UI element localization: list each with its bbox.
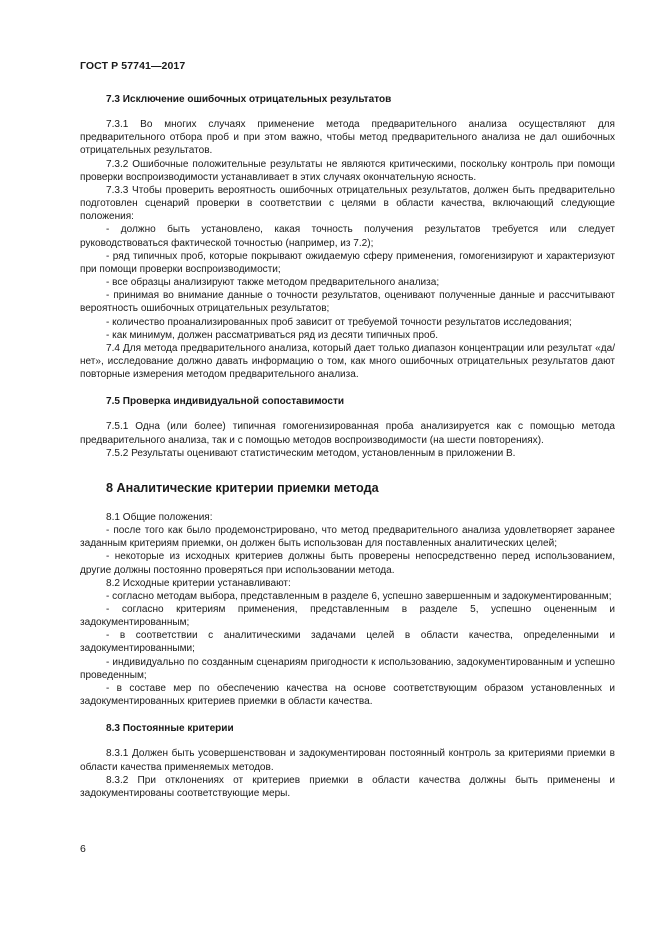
paragraph: 8.3.2 При отклонениях от критериев приемки в области качества должны быть применены и задокументированы соответствующие меры. (80, 774, 615, 799)
page-number: 6 (80, 843, 86, 855)
page-body (80, 93, 615, 800)
paragraph: 7.5.2 Результаты оценивают статистическим методом, установленным в приложении В. (106, 447, 516, 459)
section-heading-7-3: 7.3 Исключение ошибочных отрицательных результатов (106, 94, 392, 105)
list-item: - принимая во внимание данные о точности результатов, оценивают полученные данные и рассчитывают вероятность ошибочных отрицательных результатов; (80, 290, 615, 315)
section-heading-8-3: 8.3 Постоянные критерии (106, 723, 234, 735)
list-item: - согласно методам выбора, представленным в разделе 6, успешно завершенным и задокументированным; (106, 590, 612, 602)
paragraph: 7.5.1 Одна (или более) типичная гомогенизированная проба анализируется как с помощью метода предварительного анализа, так и с помощью методов воспроизводимости (на шести повторениях). (80, 421, 615, 446)
list-item: - некоторые из исходных критериев должны быть проверены непосредственно перед использованием, другие должны постоянно проверяться при использовании метода. (80, 551, 615, 576)
list-item: - количество проанализированных проб зависит от требуемой точности результатов исследования; (106, 316, 572, 328)
list-item: - после того как было продемонстрировано, что метод предварительного анализа удовлетворяет заранее заданным критериям приемки, он должен быть использован для поставленных аналитических целей; (80, 525, 615, 550)
paragraph: 7.3.2 Ошибочные положительные результаты не являются критическими, поскольку контроль при помощи проверки воспроизводимости устанавливает в этих случаях окончательную ясность. (80, 158, 615, 183)
list-item: - должно быть установлено, какая точность получения результатов требуется или следует руководствоваться фактической точностью (например, из 7.2); (80, 224, 615, 249)
section-heading-8: 8 Аналитические критерии приемки метода (106, 480, 379, 495)
paragraph: 7.4 Для метода предварительного анализа, который дает только диапазон концентрации или результат «да/нет», исследование должно давать информацию о том, как много ошибочных отрицательных результатов дают повторные измерения методом предварительного анализа. (80, 342, 615, 381)
paragraph: 8.1 Общие положения: (106, 511, 213, 523)
list-item: - ряд типичных проб, которые покрывают ожидаемую сферу применения, гомогенизируют и характеризуют при помощи проверки воспроизводимости; (80, 250, 615, 275)
list-item: - в соответствии с аналитическими задачами целей в области качества, определенными и задокументированными; (80, 630, 615, 655)
paragraph: 8.3.1 Должен быть усовершенствован и задокументирован постоянный контроль за критериями приемки в области качества применяемых методов. (80, 748, 615, 773)
list-item: - все образцы анализируют также методом предварительного анализа; (106, 277, 440, 289)
document-code-header: ГОСТ Р 57741—2017 (80, 60, 186, 72)
paragraph: 8.2 Исходные критерии устанавливают: (106, 577, 291, 589)
list-item: - в составе мер по обеспечению качества на основе соответствующим образом установленных и задокументированных критериев приемки в области качества. (80, 682, 615, 708)
list-item: - как минимум, должен рассматриваться ряд из десяти типичных проб. (106, 329, 439, 341)
paragraph: 7.3.3 Чтобы проверить вероятность ошибочных отрицательных результатов, должен быть предварительно подготовлен сценарий проверки в соответствии с целями в области качества, включающий следующие положения: (80, 184, 615, 223)
section-heading-7-5: 7.5 Проверка индивидуальной сопоставимости (106, 396, 345, 408)
list-item: - согласно критериям применения, представленным в разделе 5, успешно оцененным и задокументированным; (80, 604, 615, 629)
list-item: - индивидуально по созданным сценариям пригодности к использованию, задокументированным и успешно проведенным; (80, 656, 615, 681)
paragraph: 7.3.1 Во многих случаях применение метода предварительного анализа осуществляют для предварительного отбора проб и при этом важно, чтобы метод предварительного анализа не дал ошибочных отрицательных результатов. (80, 119, 615, 157)
